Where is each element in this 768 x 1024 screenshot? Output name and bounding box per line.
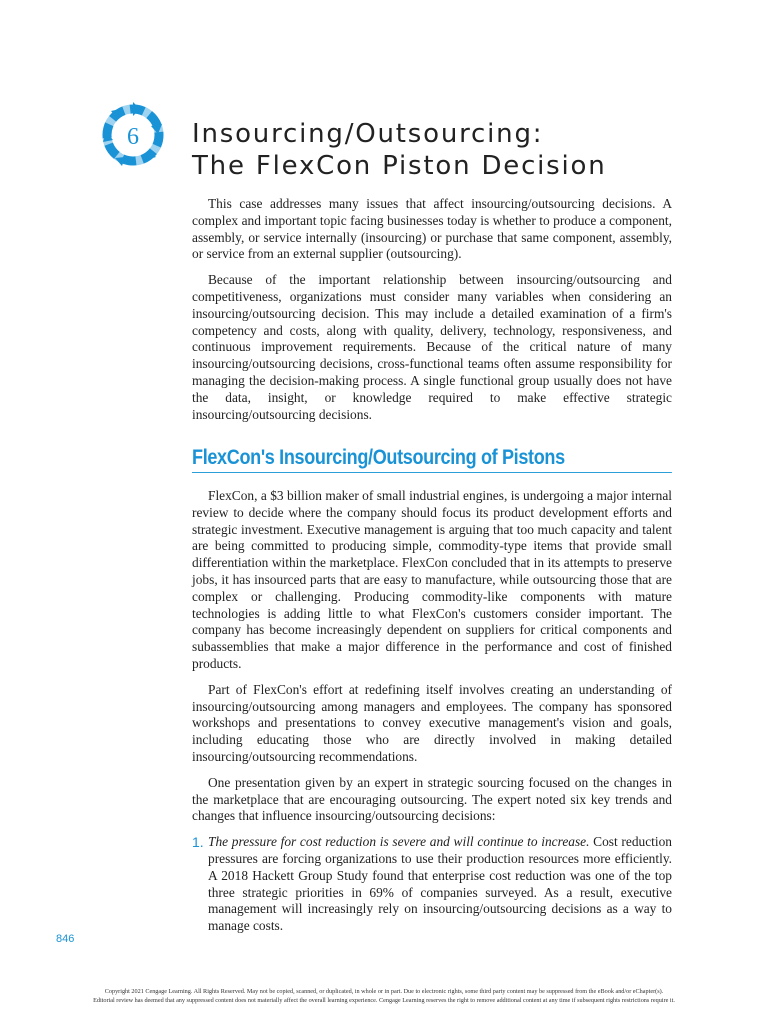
section-heading: FlexCon's Insourcing/Outsourcing of Pistons (192, 446, 672, 473)
page-number: 846 (56, 933, 75, 945)
cycle-arrows-icon (98, 100, 168, 170)
chapter-title-line2: The FlexCon Piston Decision (192, 151, 607, 181)
section-paragraph: Part of FlexCon's effort at redefining itself involves creating an understanding of insourcing/outsourcing among managers and employees. The company has sponsored workshops and presentations to convey executive management's vision and goals, including educating those who are directly involved in making detailed insourcing/outsourcing recommendations. (192, 681, 672, 764)
section-body (192, 488, 672, 935)
intro-paragraph: This case addresses many issues that affect insourcing/outsourcing decisions. A complex and important topic facing businesses today is whether to produce a component, assembly, or service internally (insourcing) or purchase that same component, assembly, or service from an external supplier (outsourcing). (192, 196, 672, 262)
copyright-line: Copyright 2021 Cengage Learning. All Rights Reserved. May not be copied, scanned, or duplicated, in whole or in part. Due to electronic rights, some third party content may be suppressed from the eBook and/or eChapter(s). (104, 988, 664, 995)
list-item-number: 1. (192, 834, 204, 851)
list-item-text: Cost reduction pressures are forcing organizations to use their production resources more efficiently. A 2018 Hackett Group Study found that enterprise cost reduction was one of the top three strategic priorities in 69% of companies surveyed. As a result, executive management will increasingly rely on insourcing/outsourcing decisions as a way to manage costs. (208, 834, 672, 934)
copyright-line: Editorial review has deemed that any suppressed content does not materially affect the overall learning experience. Cengage Learning reserves the right to remove additional content at any time if subsequent rights restrictions require it. (93, 996, 675, 1004)
chapter-number: 6 (127, 124, 139, 150)
section-paragraph: FlexCon, a $3 billion maker of small industrial engines, is undergoing a major internal review to decide where the company should focus its product development efforts and strategic investment. Executive management is arguing that too much capacity and talent are being committed to producing simple, commodity-type items that provide small differentiation within the marketplace. FlexCon concluded that in its attempts to preserve jobs, it has insourced parts that are easy to manufacture, while outsourcing those that are complex or challenging. Producing commodity-like components with mature technologies is adding little to what FlexCon's customers consider important. The company has become increasingly dependent on suppliers for critical components and subassemblies that make a major difference in the performance and cost of finished products. (192, 488, 672, 671)
copyright-notice (40, 988, 728, 1005)
intro-paragraph: Because of the important relationship between insourcing/outsourcing and competitiveness, organizations must consider many variables when considering an insourcing/outsourcing decision. This may include a detailed examination of a firm's competency and costs, along with quality, delivery, technology, responsiveness, and continuous improvement requirements. Because of the critical nature of many insourcing/outsourcing decisions, cross-functional teams often assume responsibility for managing the decision-making process. A single functional group usually does not have the data, insight, or knowledge required to make effective strategic insourcing/outsourcing decisions. (192, 272, 672, 422)
section-paragraph: One presentation given by an expert in strategic sourcing focused on the changes in the marketplace that are encouraging outsourcing. The expert noted six key trends and changes that influence insourcing/outsourcing decisions: (192, 774, 672, 824)
list-item (192, 834, 672, 935)
chapter-emblem (98, 100, 168, 170)
chapter-title-line1: Insourcing/Outsourcing: (192, 119, 544, 149)
chapter-title (192, 118, 607, 182)
intro-section (192, 196, 672, 432)
list-item-lead: The pressure for cost reduction is severe and will continue to increase. (208, 834, 590, 850)
